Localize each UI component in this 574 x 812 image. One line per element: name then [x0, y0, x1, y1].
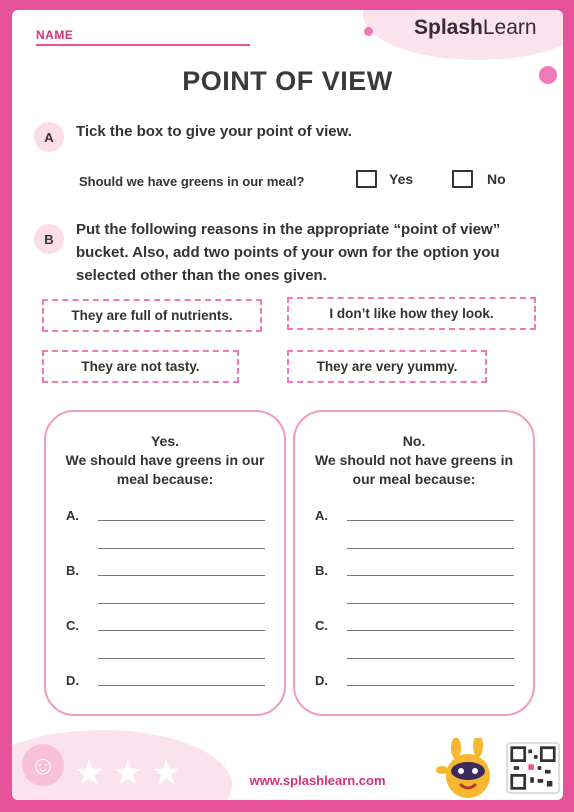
section-a-instruction: Tick the box to give your point of view. — [76, 123, 352, 140]
no-bucket-heading-line: our meal because: — [352, 471, 476, 487]
section-b-instruction-line: selected other than the ones given. — [76, 267, 327, 284]
reason-card[interactable]: I don’t like how they look. — [287, 297, 536, 330]
yes-bucket — [44, 410, 286, 716]
name-field-line[interactable] — [36, 44, 250, 46]
no-bucket-heading — [295, 432, 533, 489]
answer-line[interactable] — [347, 685, 514, 686]
section-b-instruction-line: bucket. Also, add two points of your own for the option you — [76, 244, 500, 261]
no-option-label: No — [487, 171, 506, 187]
section-b-instruction-line: Put the following reasons in the appropriate “point of view” — [76, 221, 501, 238]
no-bucket-heading-line: No. — [402, 433, 426, 449]
row-label: C. — [315, 618, 328, 633]
section-a-question: Should we have greens in our meal? — [79, 174, 305, 189]
row-label: B. — [315, 563, 328, 578]
reason-card[interactable]: They are not tasty. — [42, 350, 239, 383]
answer-line[interactable] — [347, 548, 514, 549]
section-a-badge: A — [34, 122, 64, 152]
star-icon: ★ — [112, 754, 143, 792]
no-bucket-heading-line: We should not have greens in — [314, 452, 514, 468]
answer-line[interactable] — [347, 630, 514, 631]
row-label: C. — [66, 618, 79, 633]
yes-bucket-heading — [46, 432, 284, 489]
star-icon: ★ — [150, 754, 182, 792]
qr-code-icon[interactable] — [506, 742, 560, 794]
section-b-badge: B — [34, 224, 64, 254]
reason-card[interactable]: They are very yummy. — [287, 350, 487, 383]
smiley-icon: ☺ — [22, 744, 64, 786]
name-label: NAME — [36, 28, 74, 42]
answer-line[interactable] — [347, 658, 514, 659]
worksheet-page — [12, 10, 563, 800]
answer-line[interactable] — [347, 603, 514, 604]
reason-card[interactable]: They are full of nutrients. — [42, 299, 262, 332]
yes-bucket-heading-line: meal because: — [116, 471, 214, 487]
answer-line[interactable] — [98, 658, 265, 659]
row-label: D. — [315, 673, 328, 688]
star-icon: ★ — [74, 754, 105, 792]
no-bucket — [293, 410, 535, 716]
yes-bucket-heading-line: Yes. — [150, 433, 180, 449]
answer-line[interactable] — [98, 575, 265, 576]
row-label: D. — [66, 673, 79, 688]
row-label: B. — [66, 563, 79, 578]
page-title: POINT OF VIEW — [182, 66, 393, 96]
answer-line[interactable] — [98, 630, 265, 631]
row-label: A. — [66, 508, 79, 523]
yes-checkbox[interactable] — [356, 170, 377, 188]
answer-line[interactable] — [98, 548, 265, 549]
answer-line[interactable] — [347, 575, 514, 576]
yes-bucket-heading-line: We should have greens in our — [65, 452, 265, 468]
mascot-icon — [434, 738, 504, 800]
answer-line[interactable] — [98, 520, 265, 521]
answer-line[interactable] — [98, 603, 265, 604]
splashlearn-logo — [414, 16, 537, 40]
row-label: A. — [315, 508, 328, 523]
section-b-instruction — [76, 218, 500, 287]
no-checkbox[interactable] — [452, 170, 473, 188]
yes-option-label: Yes — [389, 171, 414, 187]
answer-line[interactable] — [98, 685, 265, 686]
logo-light-text: Learn — [482, 16, 537, 39]
footer-url: www.splashlearn.com — [249, 773, 386, 788]
answer-line[interactable] — [347, 520, 514, 521]
decorative-dot — [364, 27, 373, 36]
logo-bold-text: Splash — [414, 16, 483, 39]
